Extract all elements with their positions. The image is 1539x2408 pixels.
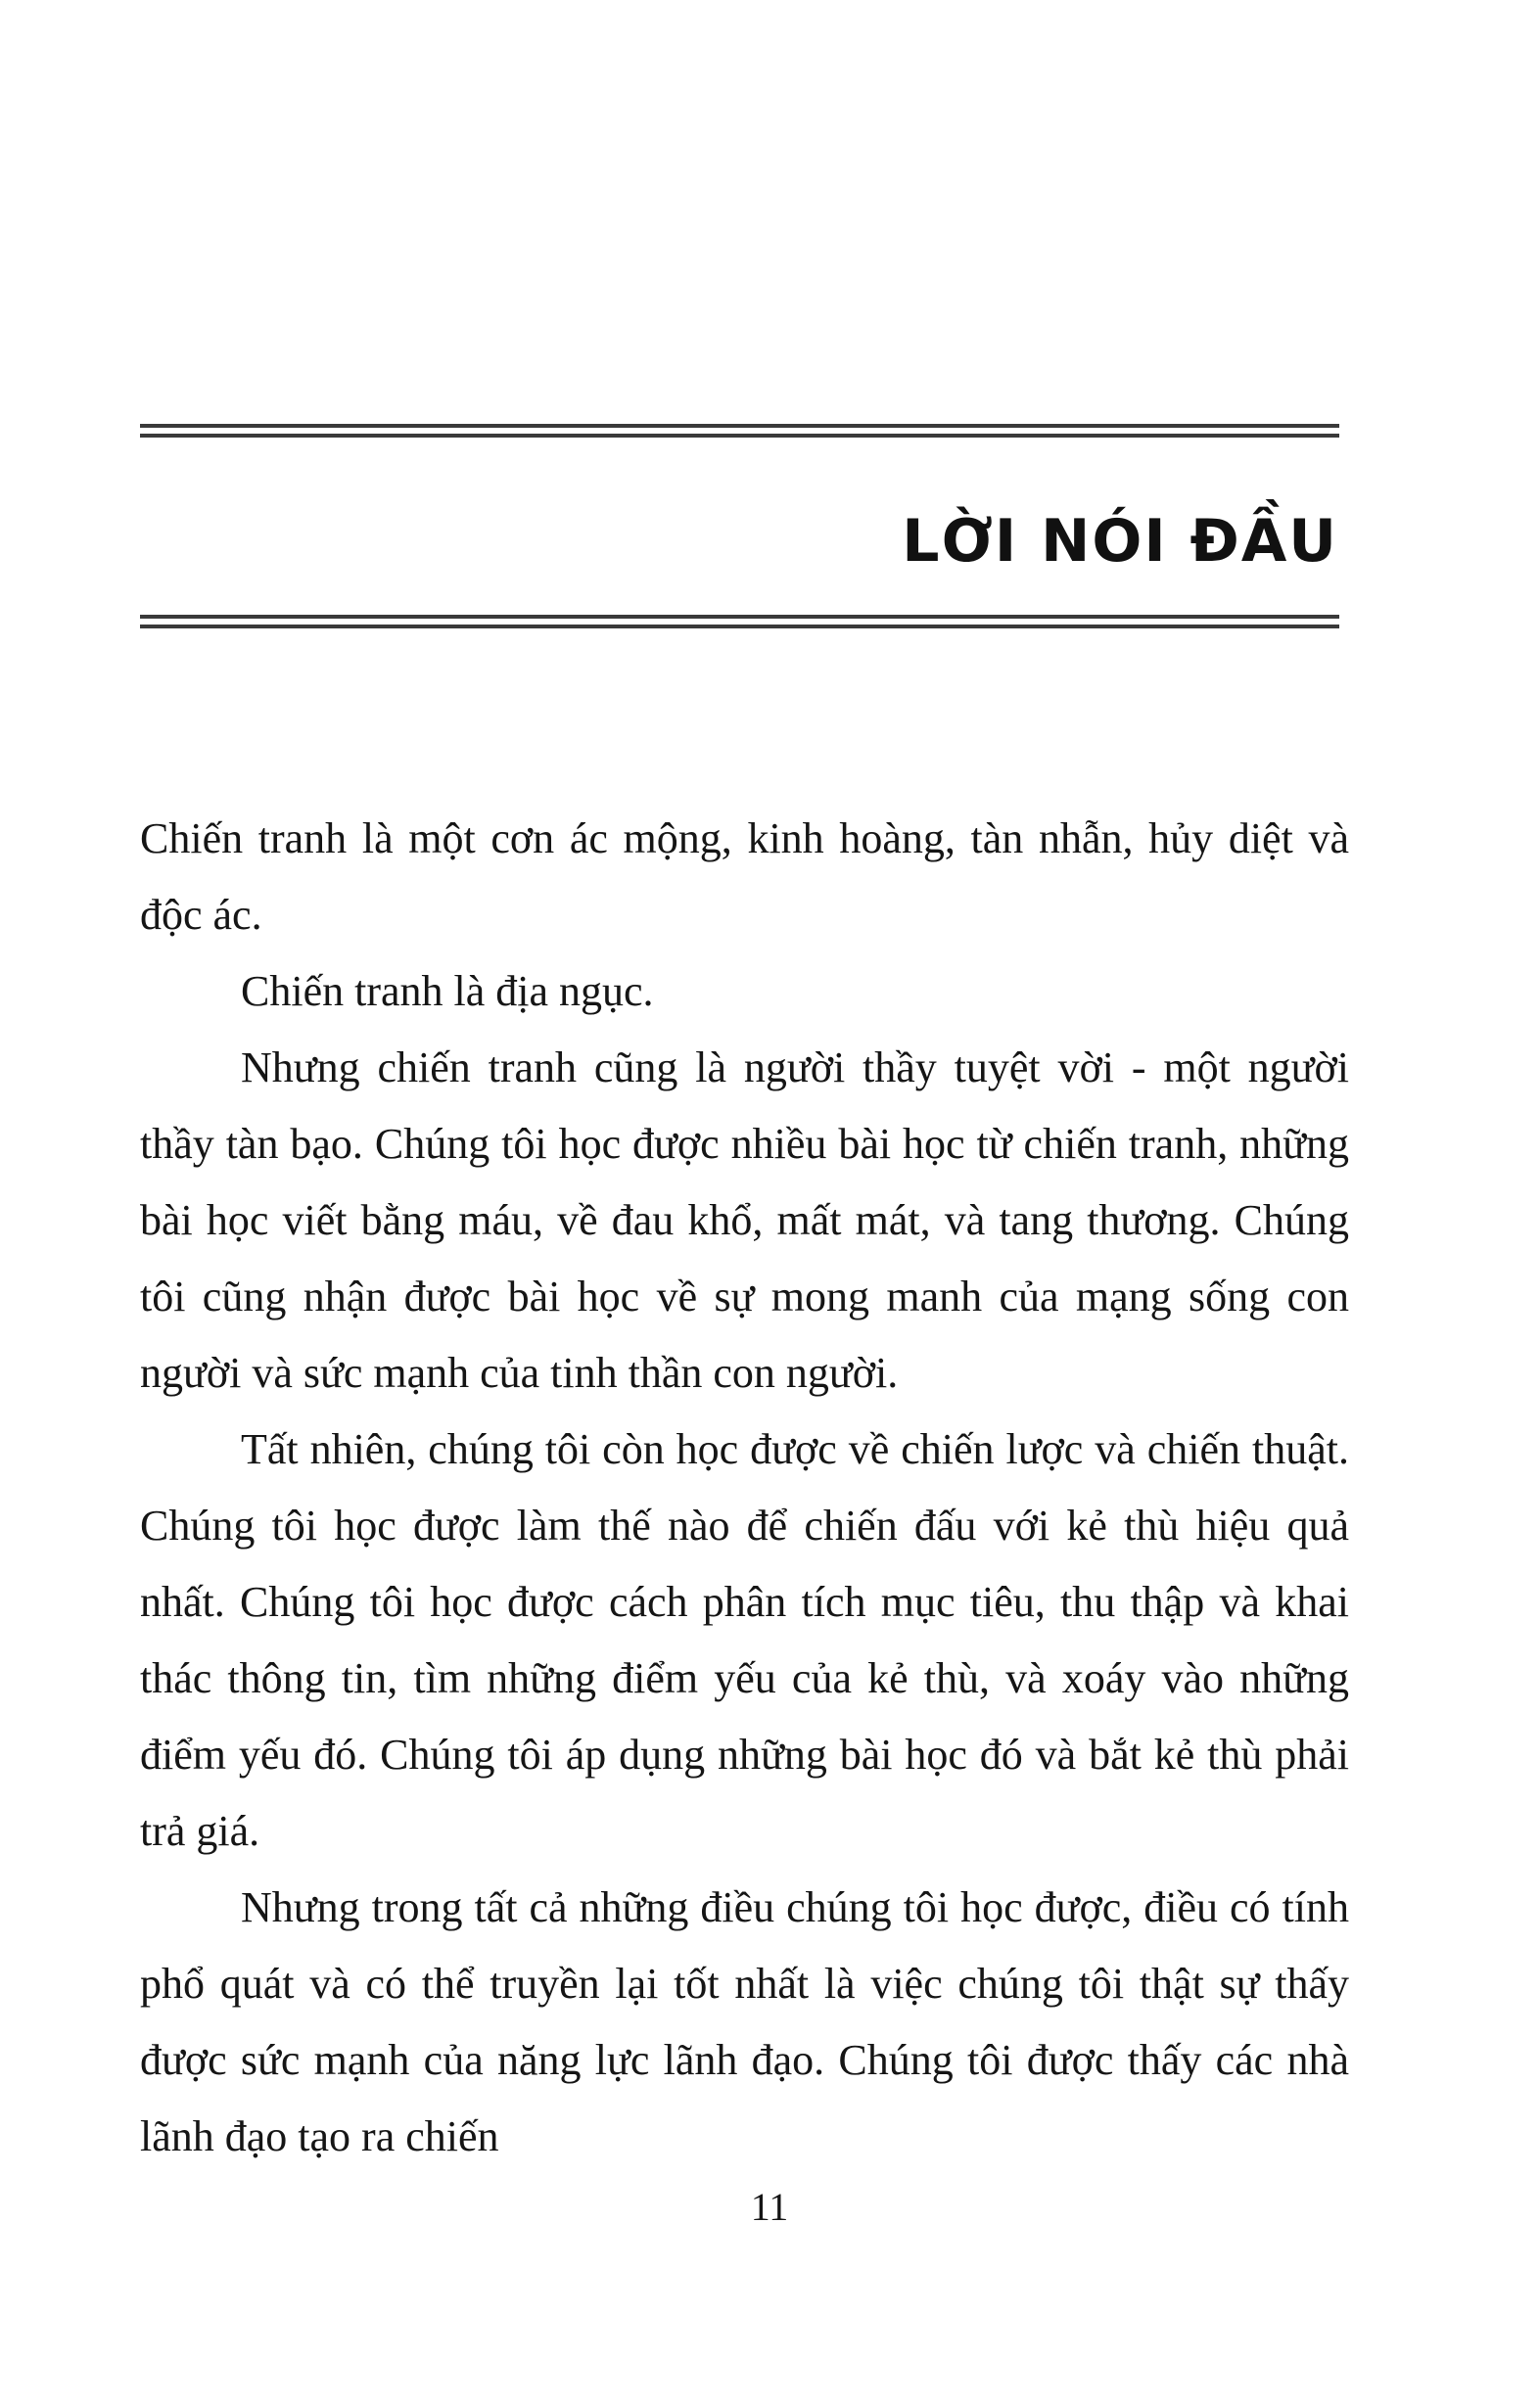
rule-line [140,625,1339,628]
rule-line [140,615,1339,619]
page-number: 11 [750,2185,789,2229]
chapter-title: LỜI NÓI ĐẦU [902,507,1338,576]
top-double-rule [140,424,1339,438]
paragraph-5: Nhưng trong tất cả những điều chúng tôi học được, điều có tính phổ quát và có thể truyền lại tốt nhất là việc chúng tôi thật sự thấy được sức mạnh của năng lực lãnh đạo. Chúng tôi được thấy các nhà lãnh đạo tạo ra chiến [140,1883,1349,2160]
rule-line [140,424,1339,428]
paragraph-4: Tất nhiên, chúng tôi còn học được về chiến lược và chiến thuật. Chúng tôi học được làm thế nào để chiến đấu với kẻ thù hiệu quả nhất. Chúng tôi học được cách phân tích mục tiêu, thu thập và khai thác thông tin, tìm những điểm yếu của kẻ thù, và xoáy vào những điểm yếu đó. Chúng tôi áp dụng những bài học đó và bắt kẻ thù phải trả giá. [140,1425,1349,1855]
bottom-double-rule [140,615,1339,628]
body-text [140,801,1349,2175]
rule-line [140,434,1339,438]
paragraph-2: Chiến tranh là địa ngục. [241,967,654,1015]
paragraph-1: Chiến tranh là một cơn ác mộng, kinh hoàng, tàn nhẫn, hủy diệt và độc ác. [140,814,1349,939]
paragraph-3: Nhưng chiến tranh cũng là người thầy tuyệt vời - một người thầy tàn bạo. Chúng tôi học được nhiều bài học từ chiến tranh, những bài học viết bằng máu, về đau khổ, mất mát, và tang thương. Chúng tôi cũng nhận được bài học về sự mong manh của mạng sống con người và sức mạnh của tinh thần con người. [140,1043,1349,1397]
